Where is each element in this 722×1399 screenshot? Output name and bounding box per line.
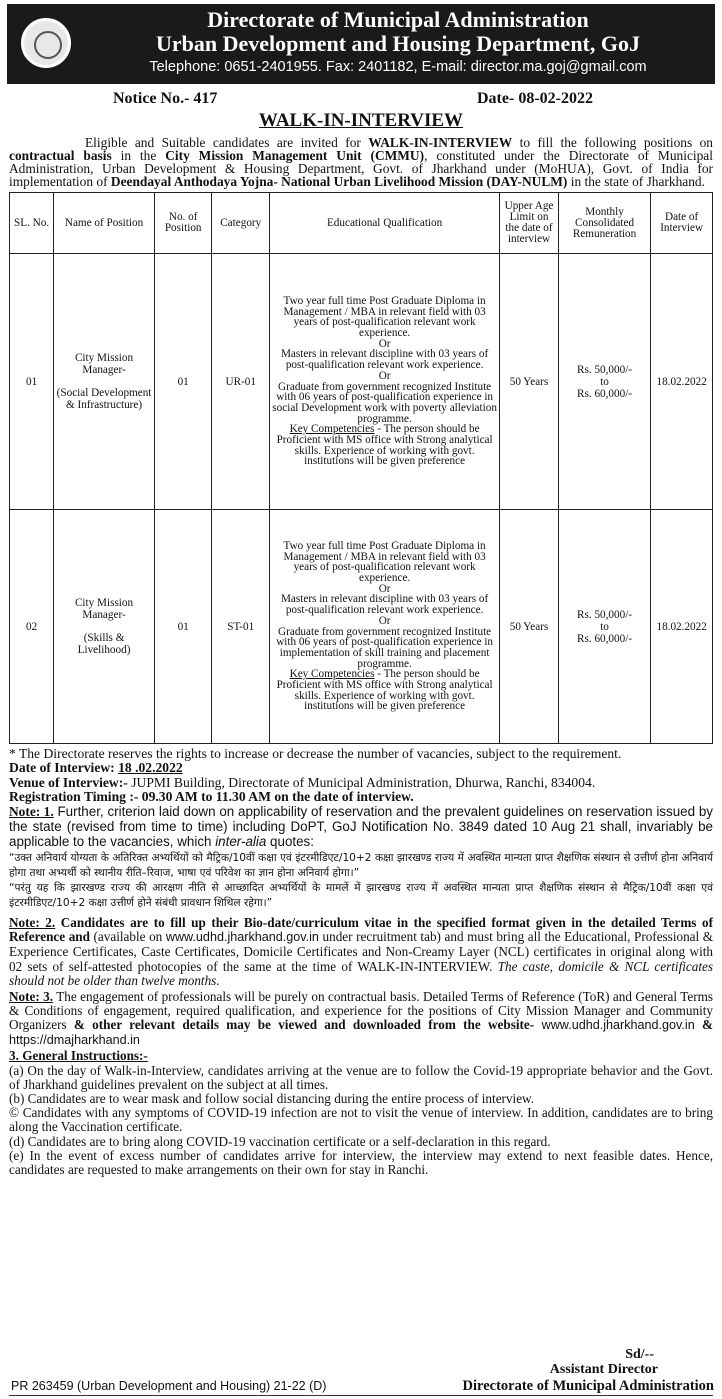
cell-sl: 02 [10, 510, 54, 744]
intro-bold: WALK-IN-INTERVIEW [368, 135, 513, 150]
signature-block [550, 1348, 714, 1377]
rem-to: to [600, 620, 609, 633]
qual-or: Or [378, 582, 391, 595]
udhd-link[interactable]: www.udhd.jharkhand.gov.in [534, 1018, 695, 1033]
intro-bold: contractual basis [9, 148, 112, 163]
col-age: Upper Age Limit on the date of interview [500, 193, 559, 254]
note1-label: Note: 1. [9, 804, 54, 820]
note-2 [9, 916, 713, 988]
qual-option: Masters in relevant discipline with 03 years of post-qualification relevant work experience. [280, 348, 489, 372]
note3-label: Note: 3. [9, 989, 54, 1004]
interview-date-line [9, 761, 713, 775]
reg-label: Registration Timing :- [9, 788, 139, 804]
signature-designation: Assistant Director [549, 1361, 658, 1377]
letterhead-directorate: Directorate of Municipal Administration [207, 7, 589, 32]
cell-age: 50 Years [500, 510, 559, 744]
reg-value: 09.30 AM to 11.30 AM on the date of interview. [138, 788, 414, 804]
note-3 [9, 990, 713, 1048]
instruction-a: (a) On the day of Walk-in-Interview, candidates arriving at the venue are to follow the Covid-19 appropriate behavior and the Govt. of Jharkhand guidelines prevalent on the subject at all times. [9, 1062, 713, 1092]
col-sl: SL. No. [10, 193, 54, 254]
reservation-note: * The Directorate reserves the rights to increase or decrease the number of vacancies, subject to the requirement. [9, 746, 622, 761]
venue-label: Venue of Interview:- [9, 774, 128, 790]
venue-line [9, 776, 713, 790]
position-subtitle: (Skills & Livelihood) [77, 632, 131, 656]
cell-name [54, 510, 155, 744]
table-header-row [10, 193, 713, 254]
instruction-b: (b) Candidates are to wear mask and follow social distancing during the entire process of interview. [9, 1091, 535, 1107]
cell-category: UR-01 [212, 254, 270, 510]
col-qualification: Educational Qualification [270, 193, 500, 254]
intro-text: in the [111, 148, 166, 163]
letterhead-contact: Telephone: 0651-2401955. Fax: 2401182, E-mail: director.ma.goj@gmail.com [149, 59, 647, 75]
cell-remuneration [558, 510, 651, 744]
note1-inter: inter-alia [215, 834, 267, 850]
intro-bold: Deendayal Anthodaya Yojna- National Urban Livelihood Mission (DAY-NULM) [110, 174, 568, 189]
position-name: City Mission Manager- [74, 597, 134, 621]
kc-text: - The person should be Proficient with MS office with Strong analytical skills. Experience of working with govt. institutions will be given preference [276, 668, 493, 713]
position-name: City Mission Manager- [74, 352, 134, 376]
qual-option: Two year full time Post Graduate Diploma in Management / MBA in relevant field with 03 years of post-qualification relevant work experience. [283, 294, 486, 339]
venue-value: JUPMI Building, Directorate of Municipal Administration, Dhurwa, Ranchi, 834004. [127, 774, 596, 790]
qual-or: Or [378, 337, 391, 350]
note2-text: (available on [89, 929, 166, 945]
page-title: WALK-IN-INTERVIEW [258, 110, 464, 131]
signature-sd: Sd/-- [625, 1347, 654, 1362]
intro-text: in the state of Jharkhand. [567, 174, 705, 189]
intro-bold: City Mission Management Unit (CMMU) [165, 148, 425, 163]
note-1 [9, 804, 713, 849]
doi-label: Date of Interview: [9, 760, 115, 776]
hindi-quote-1: “उक्त अनिवार्य योग्यता के अतिरिक्त अभ्यर्थियों को मैट्रिक/10वीं कक्षा एवं इंटरमीडिएट/10+2 कक्षा झारखण्ड राज्य में अवस्थित मान्यता प्राप्त शैक्षणिक संस्थान से उत्तीर्ण होना अनिवार्य होगा तथा अभ्यर्थी को स्थानीय रीति–रिवाज, भाषा एवं परिवेश का ज्ञान होना अनिवार्य होगा।” [9, 852, 713, 880]
cell-category: ST-01 [212, 510, 270, 744]
cell-number: 01 [154, 254, 212, 510]
state-emblem-icon [21, 18, 71, 68]
table-row [10, 510, 713, 744]
positions-table [9, 192, 713, 744]
note1-end: quotes: [266, 834, 314, 850]
rem-max: Rs. 60,000/- [577, 632, 633, 645]
kc-text: - The person should be Proficient with MS office with Strong analytical skills. Experience of working with govt. institutions will be given preference [276, 423, 493, 468]
key-competencies [272, 424, 497, 467]
cell-doi: 18.02.2022 [651, 254, 713, 510]
doi-value: 18 .02.2022 [118, 760, 183, 776]
signature-office: Directorate of Municipal Administration [462, 1378, 714, 1394]
notice-date: Date- 08-02-2022 [477, 90, 593, 107]
rem-min: Rs. 50,000/- [577, 363, 633, 376]
cell-qualification [270, 254, 500, 510]
col-category: Category [212, 193, 270, 254]
note2-label: Note: 2. [9, 915, 56, 931]
general-instructions-heading: 3. General Instructions:- [9, 1048, 148, 1064]
cell-remuneration [558, 254, 651, 510]
cell-doi: 18.02.2022 [651, 510, 713, 744]
rem-min: Rs. 50,000/- [577, 608, 633, 621]
instruction-d: (d) Candidates are to bring along COVID-19 vaccination certificate or a self-declaration in this regard. [9, 1133, 551, 1149]
key-competencies [272, 669, 497, 712]
cell-name [54, 254, 155, 510]
instruction-e: (e) In the event of excess number of candidates arrive for interview, the interview may extend to next feasible dates. Hence, candidates are requested to make arrangements on their own for stay in Ranchi. [9, 1147, 713, 1178]
registration-line [9, 790, 713, 804]
qual-option: Masters in relevant discipline with 03 years of post-qualification relevant work experience. [280, 593, 489, 617]
note2-italic: The caste, domicile & NCL certificates should not be older than twelve months. [9, 958, 714, 988]
note3-bold: & other relevant details may be viewed and downloaded from the website- [73, 1017, 535, 1033]
letterhead-department: Urban Development and Housing Department, GoJ [155, 31, 640, 56]
dma-link[interactable]: https://dmajharkhand.in [9, 1033, 140, 1048]
notice-row [9, 90, 713, 110]
col-name: Name of Position [54, 193, 155, 254]
udhd-link[interactable]: www.udhd.jharkhand.gov.in [165, 930, 319, 945]
cell-sl: 01 [10, 254, 54, 510]
col-remuneration: Monthly Consolidated Remuneration [558, 193, 651, 254]
qual-or: Or [378, 369, 391, 382]
notice-number: Notice No.- 417 [113, 90, 218, 107]
qual-option: Graduate from government recognized Institute with 06 years of post-qualification experience in implementation of skill training and placement programme. [276, 625, 494, 670]
instruction-c: © Candidates with any symptoms of COVID-19 infection are not to visit the venue of interview. In addition, candidates are to bring along the Vaccination certificate. [9, 1105, 713, 1135]
note3-amp: & [694, 1017, 713, 1033]
cell-age: 50 Years [500, 254, 559, 510]
intro-text: Eligible and Suitable candidates are invited for [85, 135, 369, 150]
rem-max: Rs. 60,000/- [577, 387, 633, 400]
bottom-divider [9, 1395, 713, 1396]
position-subtitle: (Social Development & Infrastructure) [56, 387, 152, 411]
hindi-quote-2: “परंतु यह कि झारखण्ड राज्य की आरक्षण नीति से आच्छादित अभ्यर्थियों के मामलें में झारखण्ड राज्य में अवस्थित मान्यता प्राप्त शैक्षणिक संस्थान से मैट्रिक/10वीं कक्षा एवं इंटरमीडिएट/10+2 कक्षा उत्तीर्ण होने संबंधी प्रावधान शिथिल रहेगा।” [9, 882, 713, 910]
col-number: No. of Position [154, 193, 212, 254]
note2-bold: Candidates are to fill up their Bio-date/curriculum vitae in the specified format given in the detailed Terms of Reference and [9, 915, 713, 945]
kc-label: Key Competencies [289, 668, 375, 681]
table-row [10, 254, 713, 510]
pr-number: PR 263459 (Urban Development and Housing) 21-22 (D) [11, 1379, 327, 1393]
col-doi: Date of Interview [651, 193, 713, 254]
note2-text: under recruitment tab) and must bring all the Educational, Professional & Experience Certificates, Caste Certificates, Domicile Certificates and Non-Creamy Layer (NCL) certificates in original along with 02 sets of self-attested photocopies of the same at the time of WALK-IN-INTERVIEW. [9, 929, 714, 974]
qual-option: Graduate from government recognized Institute with 06 years of post-qualification experience in social Development work with poverty alleviation programme. [272, 380, 497, 425]
cell-qualification [270, 510, 500, 744]
note3-text: The engagement of professionals will be purely on contractual basis. Detailed Terms of Reference (ToR) and General Terms & Conditions of engagement, required qualification, and experience for the positions of City Mission Manager and Community Organizers [9, 989, 713, 1033]
cell-number: 01 [154, 510, 212, 744]
intro-paragraph [9, 136, 713, 188]
letterhead [7, 4, 715, 84]
kc-label: Key Competencies [289, 423, 375, 436]
note1-text: Further, criterion laid down on applicability of reservation and the prevalent guidelines on reservation issued by the state (revised from time to time) including DoPT, GoJ Notification No. 3849 dated 10 Aug 21 shall, invariably be applicable to the vacancies, which [9, 804, 713, 850]
rem-to: to [600, 375, 609, 388]
qual-option: Two year full time Post Graduate Diploma in Management / MBA in relevant field with 03 years of post-qualification relevant work experience. [283, 539, 486, 584]
intro-text: , constituted under the Directorate of Municipal Administration, Urban Development & Housing Department, Govt. of Jharkhand under (MoHUA), Govt. of India for implementation of [9, 148, 713, 189]
qual-or: Or [378, 614, 391, 627]
intro-text: to fill the following positions on [512, 135, 714, 150]
